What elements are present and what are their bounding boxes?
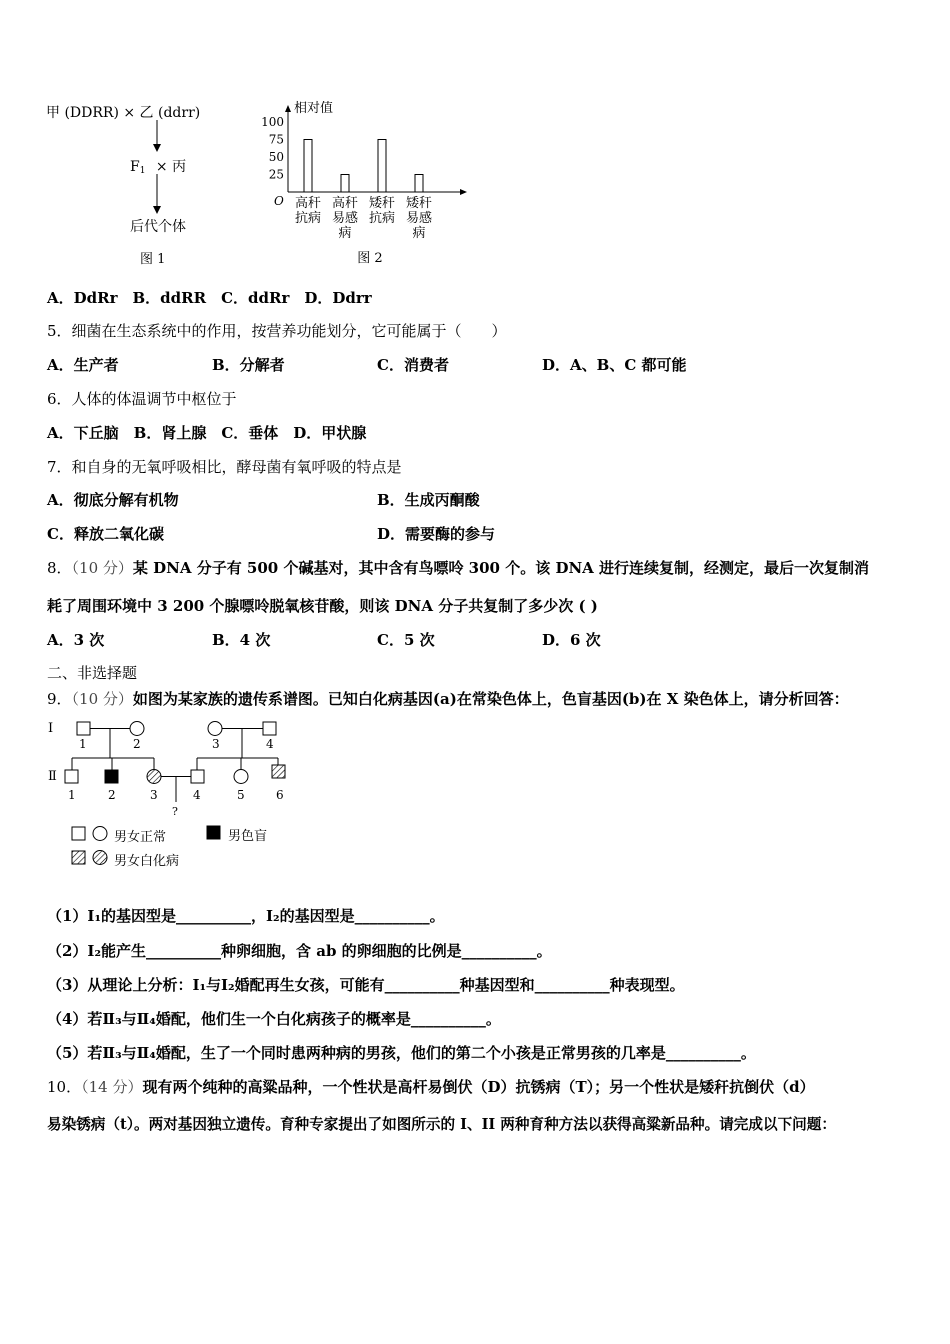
section-heading: 二、非选择题 [47, 664, 138, 682]
q9-number: 9． [47, 690, 72, 708]
ii1-num: 1 [68, 788, 76, 802]
q8-line2: 耗了周围环境中 3 200 个腺嘌呤脱氧核苷酸，则该 DNA 分子共复制了多少次 ( ) [47, 597, 598, 615]
x-axis-arrow [460, 189, 467, 195]
legend-albino-label: 男女白化病 [114, 854, 180, 869]
x-tick-label: 矮秆 [405, 196, 433, 211]
figure-2 [250, 96, 470, 276]
q8-score: （10 分） [71, 559, 133, 577]
q5-option-c: C．消费者 [377, 356, 449, 374]
bar-2 [341, 175, 349, 193]
i1-num: 1 [79, 737, 87, 751]
q9-sub2: （2）Ⅰ₂能产生__________种卵细胞，含 ab 的卵细胞的比例是__________。 [47, 942, 552, 960]
q9-line [47, 688, 849, 709]
gen-2-label: Ⅱ [48, 769, 57, 784]
legend-normal-label: 男女正常 [114, 830, 167, 845]
q6-options: A．下丘脑 B．肾上腺 C．垂体 D．甲状腺 [47, 424, 367, 442]
q8-option-c: C．5 次 [377, 631, 435, 649]
q8-text-1: 某 DNA 分子有 500 个碱基对，其中含有鸟嘌呤 300 个。该 DNA 进行连续复制，经测定，最后一次复制消 [132, 559, 870, 577]
ii6-num: 6 [276, 788, 284, 802]
legend-male-colorblind-icon [207, 826, 220, 839]
ii3-female-albino [147, 770, 161, 784]
bar-1 [304, 140, 312, 193]
q9-score: （10 分） [71, 690, 133, 708]
f1-label: $F_1$ × 丙 [130, 159, 187, 176]
bar-chart [250, 96, 470, 276]
ii4-num: 4 [193, 788, 201, 802]
q6-stem: 6．人体的体温调节中枢位于 [47, 390, 237, 408]
x-tick-label: 矮秆 [368, 196, 396, 211]
q9-sub4: （4）若Ⅱ₃与Ⅱ₄婚配，他们生一个白化病孩子的概率是__________。 [47, 1010, 501, 1028]
q7-option-c: C．释放二氧化碳 [47, 525, 164, 543]
q7-option-d: D．需要酶的参与 [377, 525, 496, 543]
i2-female-normal [130, 722, 144, 736]
y-axis-arrow [285, 105, 291, 112]
y-tick-label: 100 [261, 115, 284, 129]
figure-1 [44, 96, 244, 276]
ii4-male-normal [191, 770, 204, 783]
pedigree-chart [44, 716, 304, 876]
figure-1-caption: 图 1 [140, 252, 166, 267]
ii2-male-colorblind [105, 770, 118, 783]
ii1-male-normal [65, 770, 78, 783]
i1-male-normal [77, 722, 90, 735]
q5-option-a: A．生产者 [47, 356, 119, 374]
bar-4 [415, 175, 423, 193]
bar-3 [378, 140, 386, 193]
q4-options: A．DdRr B．ddRR C．ddRr D．Ddrr [47, 289, 372, 307]
x-tick-label: 抗病 [368, 211, 396, 226]
q8-option-b: B．4 次 [212, 631, 271, 649]
offspring-label: 后代个体 [130, 219, 186, 235]
q9-stem: 如图为某家族的遗传系谱图。已知白化病基因(a)在常染色体上，色盲基因(b)在 X 染色体上，请分析回答： [132, 690, 849, 708]
legend-female-normal-icon [93, 827, 107, 841]
i3-num: 3 [212, 737, 220, 751]
cross-parents: 甲 (DDRR) × 乙 (ddrr) [46, 105, 201, 121]
q5-option-d: D．A、B、C 都可能 [542, 356, 687, 374]
x-tick-label: 抗病 [294, 211, 322, 226]
y-tick-label: 50 [268, 150, 284, 164]
q8-number: 8． [47, 559, 72, 577]
q8-option-d: D．6 次 [542, 631, 601, 649]
q5-option-b: B．分解者 [212, 356, 285, 374]
q10-number: 10． [47, 1078, 82, 1096]
y-tick-label: 75 [268, 132, 284, 147]
x-tick-label: 易感 [405, 211, 433, 226]
q10-line1 [47, 1076, 815, 1097]
legend-male-albino-icon [72, 851, 85, 864]
x-tick-label: 易感 [331, 211, 359, 226]
q8-option-a: A．3 次 [47, 631, 105, 649]
figure-2-caption: 图 2 [357, 251, 383, 266]
q9-sub3: （3）从理论上分析：Ⅰ₁与Ⅰ₂婚配再生女孩，可能有__________种基因型和__________种表现型。 [47, 976, 685, 994]
q7-option-b: B．生成丙酮酸 [377, 491, 480, 509]
ii5-num: 5 [237, 788, 245, 802]
q10-score: （14 分） [81, 1078, 143, 1096]
q10-text-1: 现有两个纯种的高粱品种，一个性状是高杆易倒伏（D）抗锈病（T）；另一个性状是矮秆抗倒伏（d） [142, 1078, 815, 1096]
q7-option-a: A．彻底分解有机物 [47, 491, 179, 509]
y-tick-label: 25 [268, 167, 284, 182]
x-tick-label: 病 [412, 226, 426, 241]
cross-with-label: × 丙 [155, 159, 187, 175]
ii6-male-albino [272, 765, 285, 778]
ii5-female-normal [234, 770, 248, 784]
ii2-num: 2 [108, 788, 116, 802]
unknown-child: ? [172, 805, 178, 818]
i4-num: 4 [266, 737, 274, 751]
q8-line1 [47, 557, 869, 578]
origin-label: O [274, 194, 284, 208]
i2-num: 2 [133, 737, 141, 751]
q5-stem: 5．细菌在生态系统中的作用，按营养功能划分，它可能属于（ ） [47, 322, 507, 340]
x-tick-label: 高秆 [294, 196, 322, 211]
legend-colorblind-label: 男色盲 [228, 829, 268, 844]
y-axis-label: 相对值 [294, 101, 334, 116]
q10-line2: 易染锈病（t）。两对基因独立遗传。育种专家提出了如图所示的 I、II 两种育种方法以获得高粱新品种。请完成以下问题： [47, 1116, 836, 1133]
q9-sub5: （5）若Ⅱ₃与Ⅱ₄婚配，生了一个同时患两种病的男孩，他们的第二个小孩是正常男孩的几率是__________。 [47, 1044, 756, 1062]
legend-male-normal-icon [72, 827, 85, 840]
gen-1-label: Ⅰ [48, 721, 54, 736]
x-tick-label: 高秆 [331, 196, 359, 211]
q9-sub1: （1）Ⅰ₁的基因型是__________，Ⅰ₂的基因型是__________。 [47, 907, 445, 925]
i4-male-normal [263, 722, 276, 735]
x-tick-label: 病 [338, 226, 352, 241]
ii3-num: 3 [150, 788, 158, 802]
legend-female-albino-icon [93, 851, 107, 865]
q7-stem: 7．和自身的无氧呼吸相比，酵母菌有氧呼吸的特点是 [47, 458, 402, 476]
i3-female-normal [208, 722, 222, 736]
